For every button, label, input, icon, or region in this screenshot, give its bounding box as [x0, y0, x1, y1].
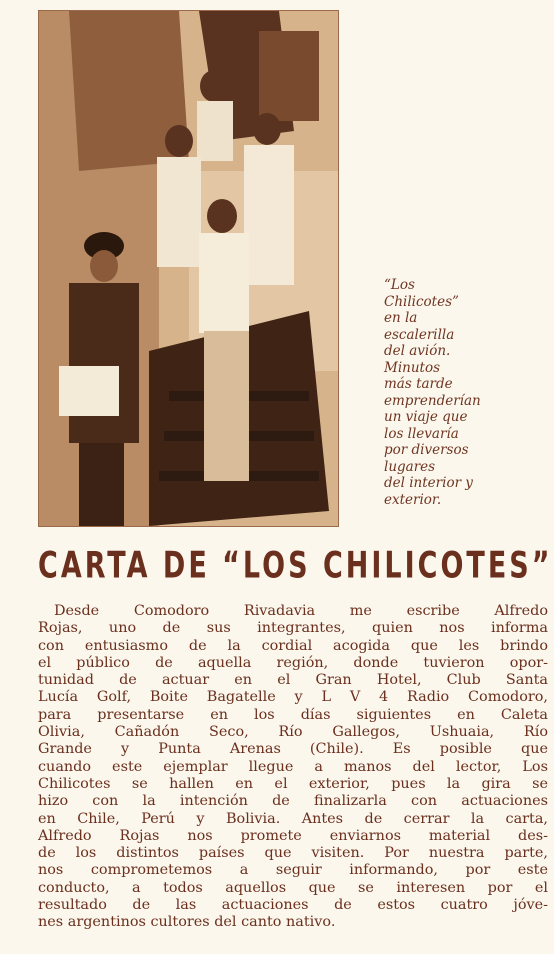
- caption-line: “Los: [384, 277, 415, 293]
- caption-line: del interior y: [384, 475, 473, 491]
- article-photo: [38, 10, 339, 527]
- article-line: nes argentinos cultores del canto nativo.: [38, 914, 336, 931]
- caption-line: lugares: [384, 458, 436, 475]
- article-line: Olivia, Cañadón Seco, Río Gallegos, Ushuaia, Río: [38, 724, 548, 741]
- photo-caption: [384, 277, 549, 508]
- article-body: [38, 603, 548, 932]
- caption-line: un viaje que: [384, 409, 468, 425]
- article-line: nos comprometemos a seguir informando, por este: [38, 862, 548, 879]
- article-line: de los distintos países que visiten. Por nuestra parte,: [38, 845, 548, 862]
- photo-illustration: [39, 11, 338, 526]
- caption-line: Minutos: [384, 359, 441, 376]
- caption-line: Chilicotes”: [384, 293, 459, 310]
- caption-line: exterior.: [384, 491, 442, 508]
- article-line: Grande y Punta Arenas (Chile). Es posible que: [38, 741, 548, 758]
- caption-line: emprenderían: [384, 392, 481, 409]
- article-line: cuando este ejemplar llegue a manos del lector, Los: [38, 758, 548, 775]
- caption-line: los llevaría: [384, 425, 459, 442]
- caption-line: por diversos: [384, 442, 469, 458]
- article-line: Desde Comodoro Rivadavia me escribe Alfredo: [54, 603, 548, 619]
- article-line: para presentarse en los días siguientes en Caleta: [38, 706, 548, 723]
- article-line: con entusiasmo de la cordial acogida que les brindo: [38, 637, 548, 654]
- caption-line: en la: [384, 310, 418, 326]
- article-line: hizo con la intención de finalizarla con actuaciones: [38, 793, 548, 810]
- caption-line: escalerilla: [384, 326, 455, 343]
- article-line: tunidad de actuar en el Gran Hotel, Club Santa: [38, 672, 548, 689]
- article-headline: CARTA DE “LOS CHILICOTES”: [38, 545, 553, 587]
- article-line: en Chile, Perú y Bolivia. Antes de cerrar la carta,: [38, 810, 548, 827]
- caption-line: más tarde: [384, 376, 453, 392]
- article-line: Rojas, uno de sus integrantes, quien nos informa: [38, 620, 548, 637]
- article-line: el público de aquella región, donde tuvieron opor-: [38, 654, 548, 671]
- article-line: Alfredo Rojas nos promete enviarnos material des-: [38, 827, 548, 844]
- article-line: conducto, a todos aquellos que se interesen por el: [38, 879, 548, 896]
- article-line: resultado de las actuaciones de estos cuatro jóve-: [38, 897, 548, 914]
- article-line: Lucía Golf, Boite Bagatelle y L V 4 Radio Comodoro,: [38, 689, 548, 706]
- caption-line: del avión.: [384, 343, 451, 359]
- article-line: Chilicotes se hallen en el exterior, pues la gira se: [38, 775, 548, 792]
